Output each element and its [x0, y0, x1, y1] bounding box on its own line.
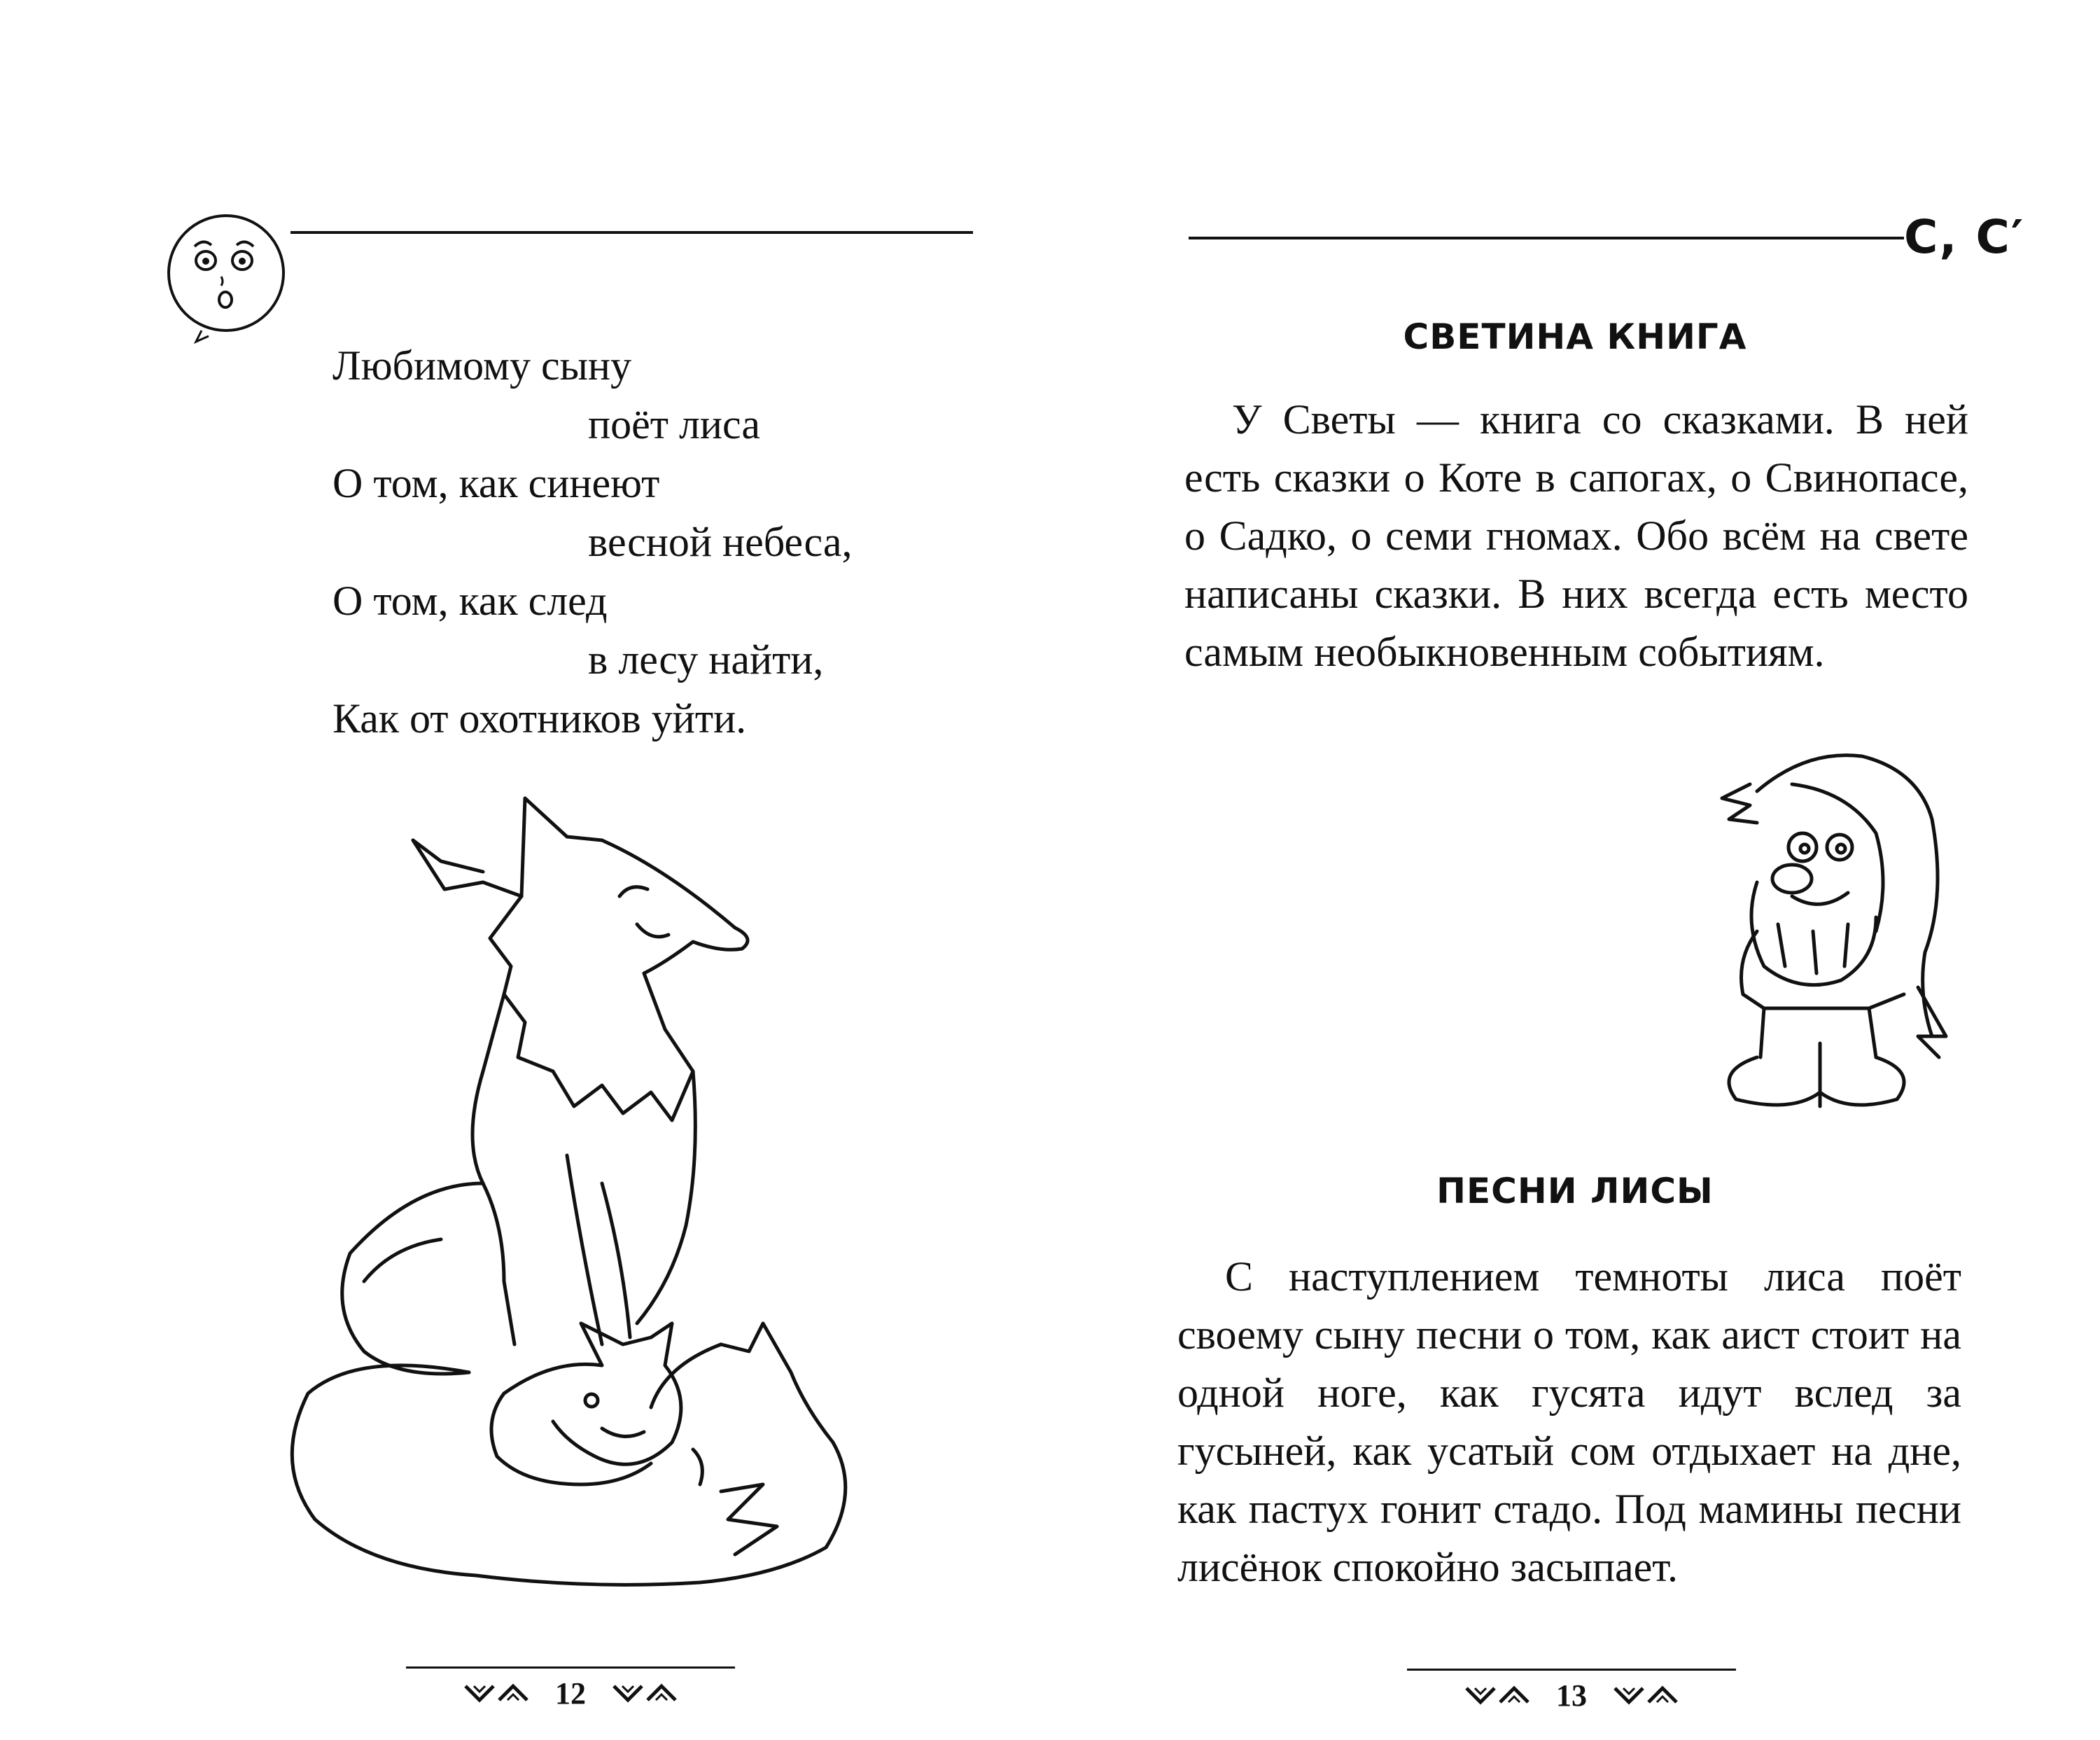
section-text — [1184, 391, 1968, 681]
page-number: 13 — [1556, 1678, 1587, 1713]
paragraph: С наступлением темноты лиса поёт своему сыну песни о том, как аист стоит на одной ноге, как гусята идут вслед за гусыней, как усатый сом отдыхает на дне, как пастух гонит стадо. Под мамины песни лисёнок спокойно засыпает. — [1177, 1253, 1961, 1590]
poem-line: Как от охотников уйти. — [332, 695, 747, 742]
header-rule — [290, 231, 973, 234]
section-text — [1177, 1248, 1961, 1596]
section-heading: СВЕТИНА КНИГА — [1403, 316, 1747, 357]
poem-line: О том, как синеют — [332, 460, 660, 506]
header-rule — [1189, 237, 1904, 239]
poem-line: поёт лиса — [588, 401, 761, 447]
poem-line: в лесу найти, — [588, 636, 824, 683]
poem — [332, 336, 962, 748]
header-letters: С, С′ — [1904, 210, 2025, 264]
gnome-illustration — [1708, 742, 1960, 1120]
ornament-icon — [610, 1676, 680, 1711]
poem-line: Любимому сыну — [332, 342, 632, 389]
section-heading: ПЕСНИ ЛИСЫ — [1436, 1171, 1714, 1211]
page-footer — [406, 1666, 735, 1711]
ornament-icon — [461, 1676, 531, 1711]
fox-with-cub-illustration — [273, 791, 868, 1631]
poem-line: весной небеса, — [588, 519, 853, 565]
page-number: 12 — [555, 1676, 586, 1711]
paragraph: У Светы — книга со сказками. В ней есть сказки о Коте в сапогах, о Свинопасе, о Садко, о семи гномах. Обо всём на свете написаны сказки. В них всегда есть место самым необыкновенным событиям. — [1184, 396, 1968, 675]
page-footer — [1407, 1669, 1736, 1713]
ornament-icon — [1462, 1678, 1532, 1713]
surprised-face-icon — [160, 210, 293, 350]
poem-line: О том, как след — [332, 578, 608, 624]
ornament-icon — [1611, 1678, 1681, 1713]
right-page — [1050, 0, 2100, 1740]
